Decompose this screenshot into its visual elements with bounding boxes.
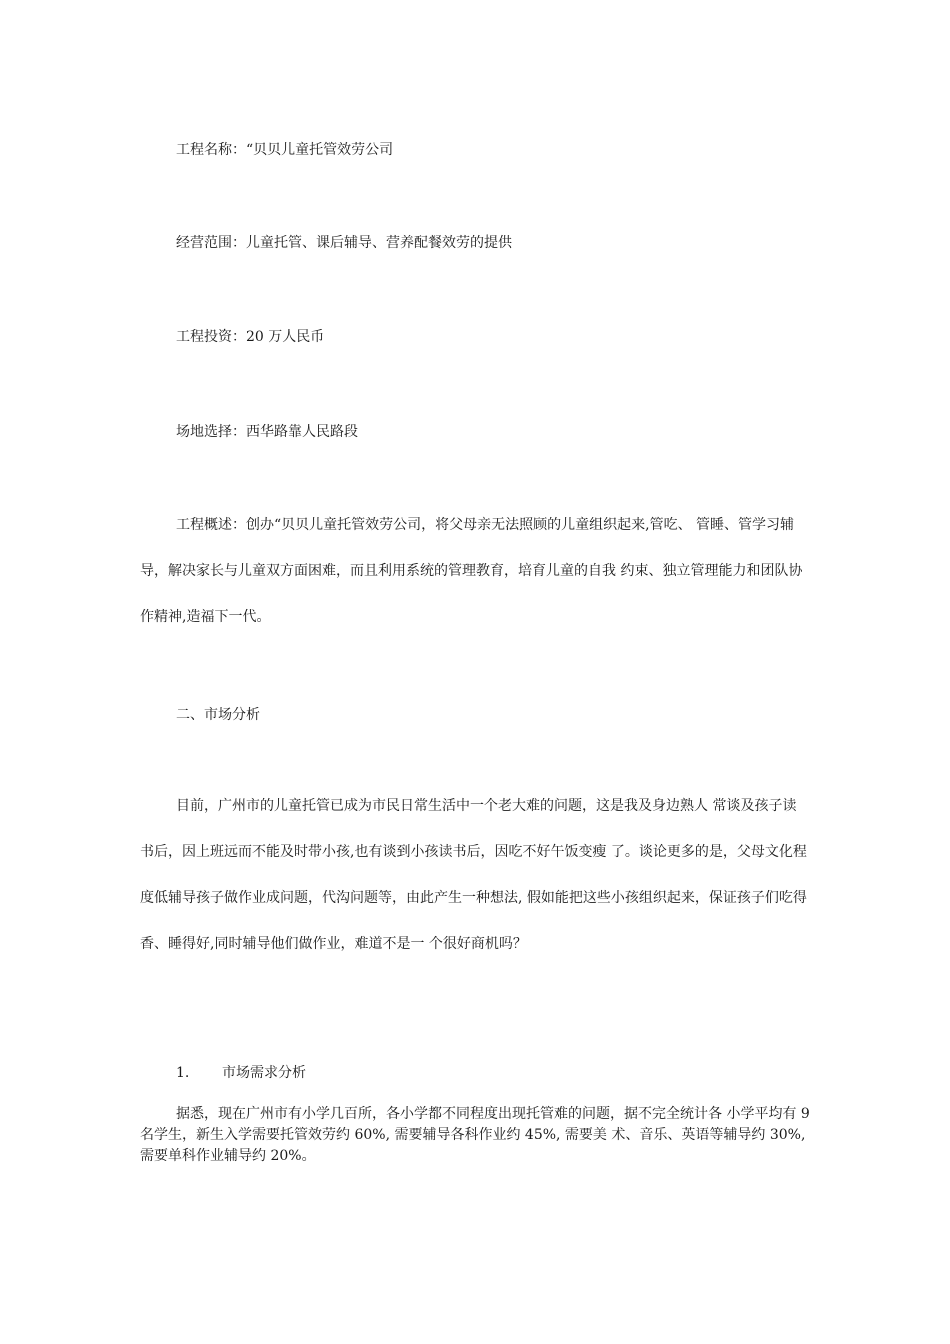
site-label: 场地选择： (176, 424, 246, 440)
business-scope-line (176, 234, 512, 252)
subsection-title: 市场需求分析 (222, 1065, 306, 1081)
section-heading-market-analysis: 二、市场分析 (176, 707, 260, 723)
investment-line (176, 328, 324, 346)
subsection-number: 1. (176, 1065, 190, 1081)
demand-analysis-paragraph: 据悉，现在广州市有小学几百所，各小学都不同程度出现托管难的问题，据不完全统计各 小学平均有 9 名学生，新生入学需要托管效劳约 60%, 需要辅导各科作业约 45%, 需要美 术、音乐、英语等辅导约 30%, 需要单科作业辅导约 20%。 (140, 1106, 810, 1164)
market-analysis-paragraph: 目前，广州市的儿童托管已成为市民日常生活中一个老大难的问题，这是我及身边熟人 常谈及孩子读书后，因上班远而不能及时带小孩,也有谈到小孩读书后，因吃不好午饭变瘦 了。谈论更多的是，父母文化程度低辅导孩子做作业成问题，代沟问题等，由此产生一种想法, 假如能把这些小孩组织起来，保证孩子们吃得香、睡得好,同时辅导他们做作业，难道不是一 个很好商机吗？ (140, 798, 807, 952)
business-scope-value: 儿童托管、课后辅导、营养配餐效劳的提供 (246, 235, 512, 251)
overview-text: 创办“贝贝儿童托管效劳公司，将父母亲无法照顾的儿童组织起来,管吃、 管睡、管学习辅导，解决家长与儿童双方面困难，而且利用系统的管理教育，培育儿童的自我 约束、独立管理能力和团队协作精神,造福下一代。 (140, 517, 803, 625)
site-value: 西华路靠人民路段 (246, 424, 358, 440)
overview-paragraph (140, 502, 810, 640)
project-name-line (176, 141, 393, 159)
project-name-label: 工程名称： (176, 142, 246, 158)
investment-value: 20 万人民币 (246, 329, 325, 345)
business-scope-label: 经营范围： (176, 235, 246, 251)
investment-label: 工程投资： (176, 329, 246, 345)
subsection-heading-demand (176, 1064, 306, 1082)
site-line (176, 423, 358, 441)
project-name-value: “贝贝儿童托管效劳公司 (246, 142, 394, 158)
overview-label: 工程概述： (176, 517, 246, 533)
